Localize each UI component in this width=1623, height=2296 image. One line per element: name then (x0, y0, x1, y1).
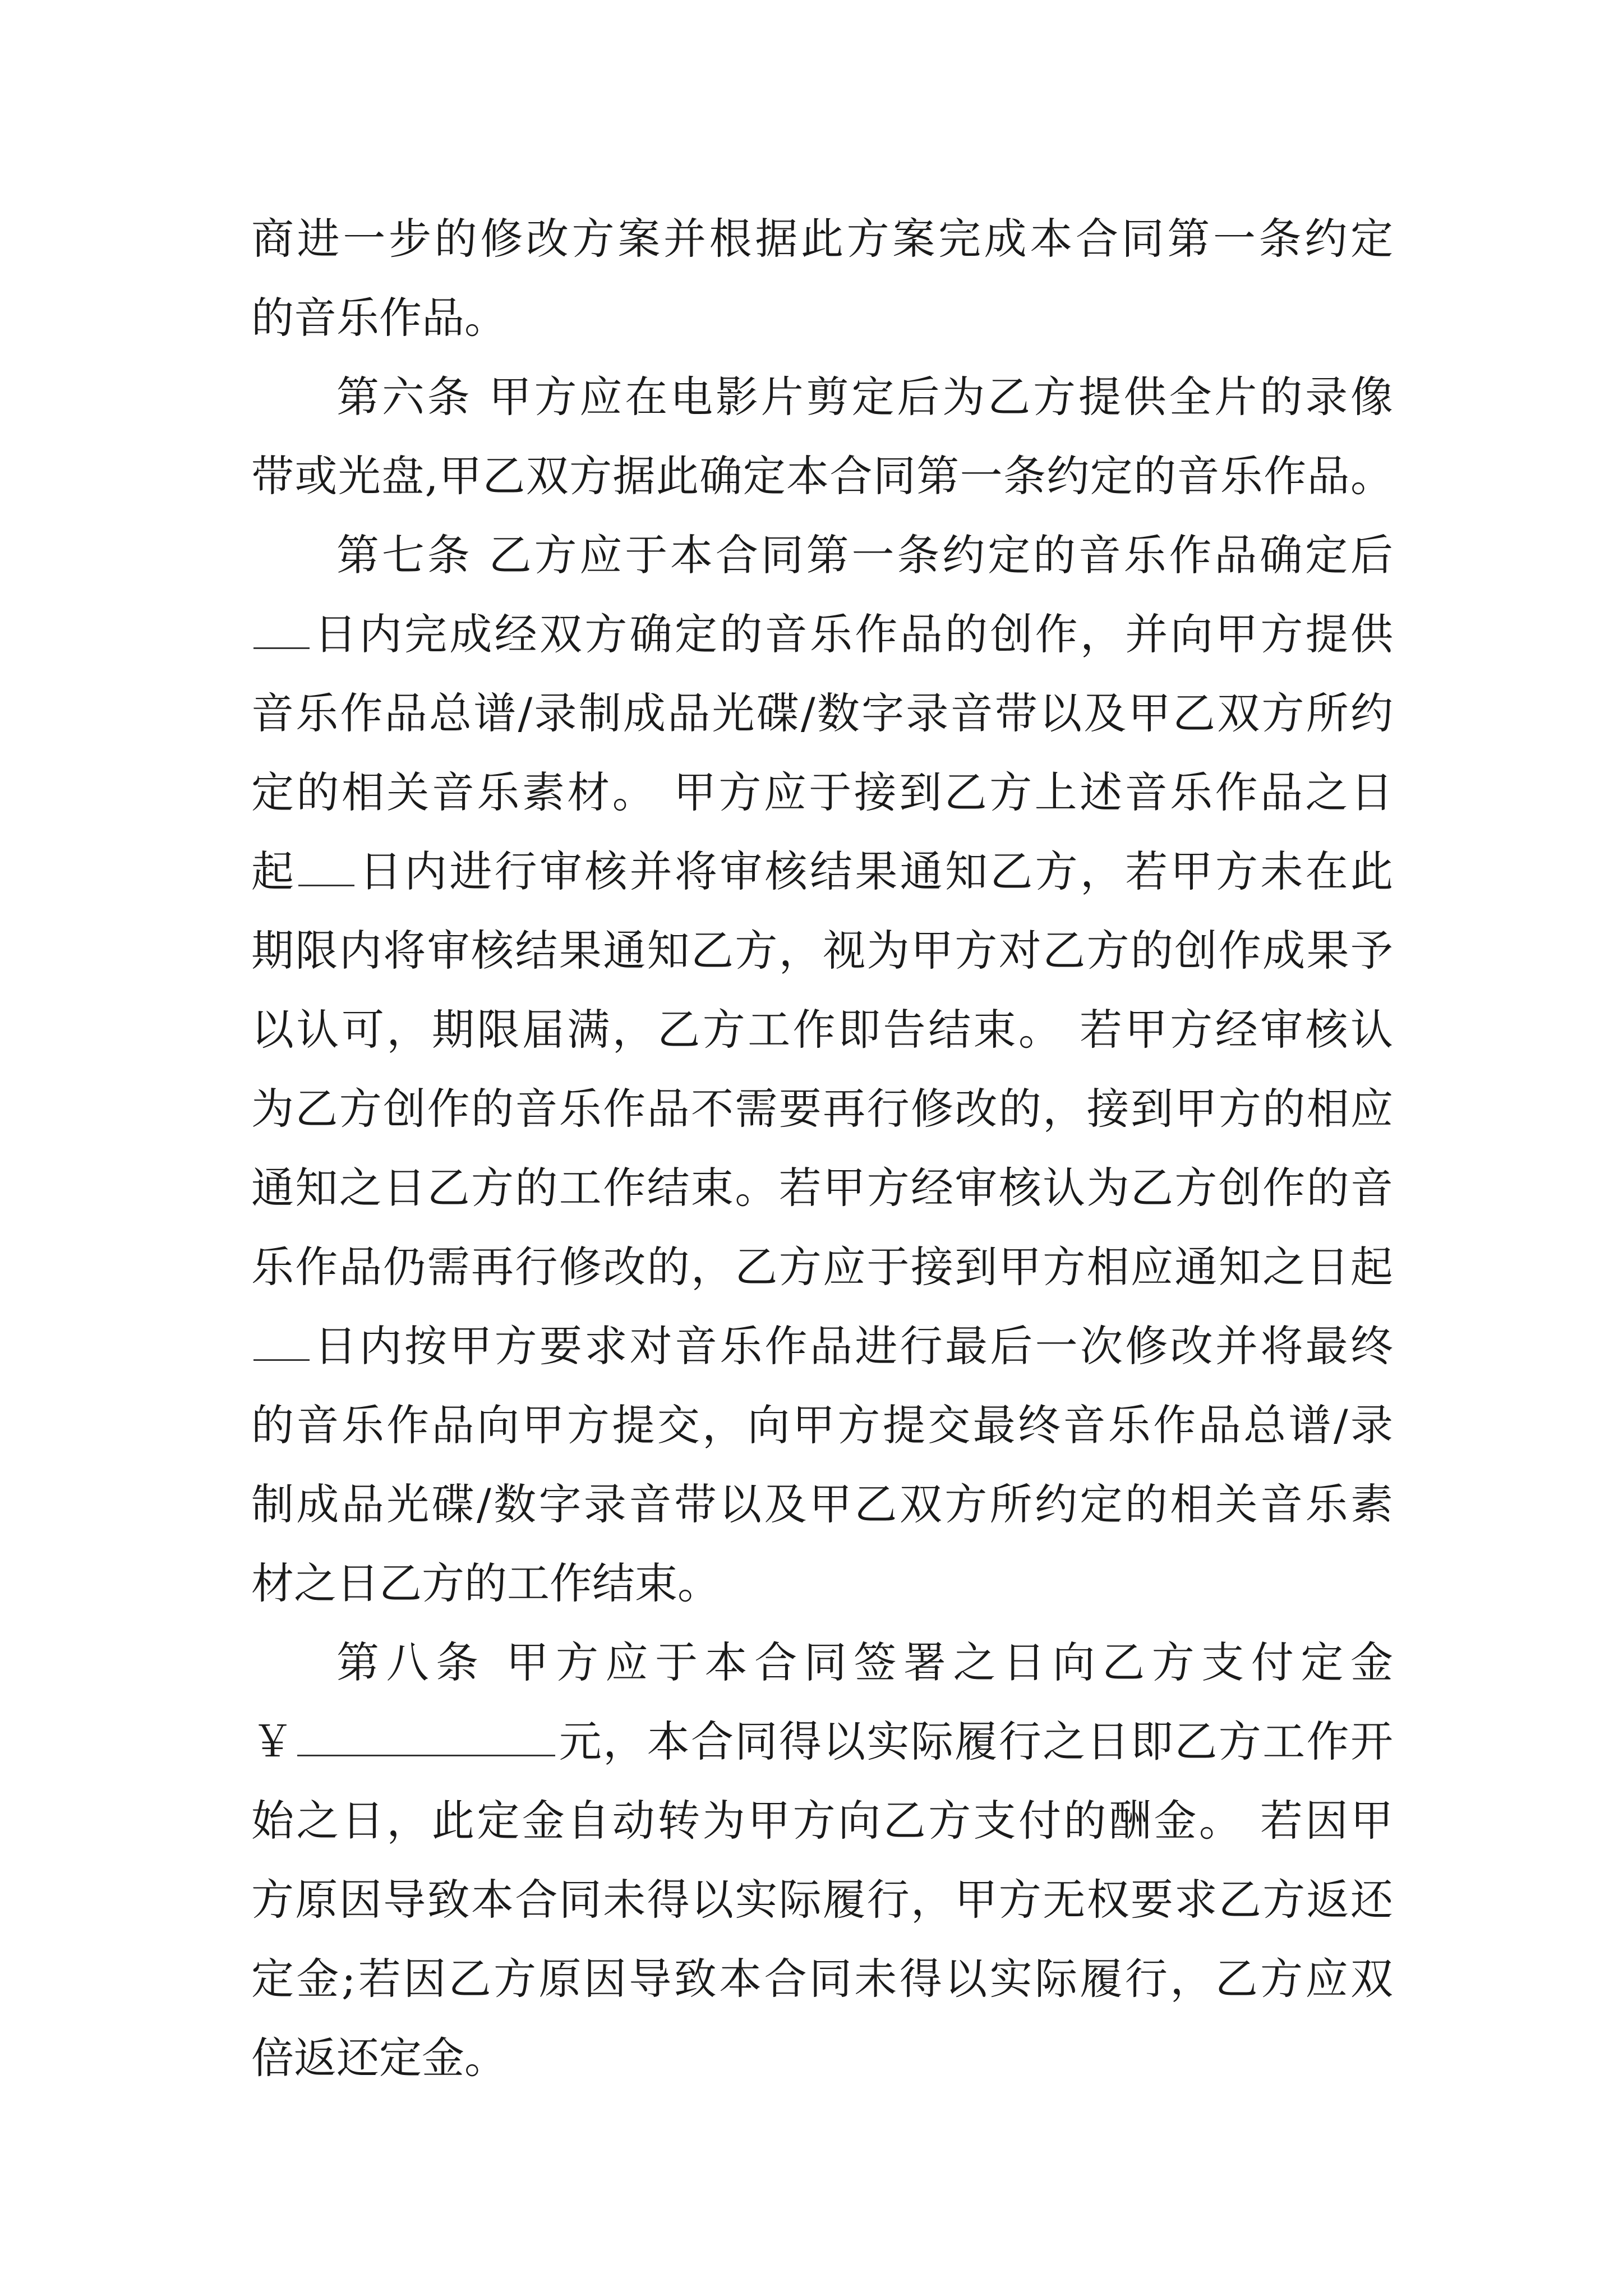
text-line: 音乐作品总谱/录制成品光碟/数字录音带以及甲乙双方所约 (251, 688, 1393, 738)
text-line: 方原因导致本合同未得以实际履行，甲方无权要求乙方返还 (251, 1875, 1393, 1925)
article-8-heading-line: 第八条 甲方应于本合同签署之日向乙方支付定金 (336, 1637, 1393, 1687)
article-7-heading-line: 第七条 乙方应于本合同第一条约定的音乐作品确定后 (336, 530, 1393, 580)
text-line: 起 日内进行审核并将审核结果通知乙方，若甲方未在此 (251, 846, 1393, 896)
text-line: 的音乐作品。 (251, 293, 507, 343)
text-line: 的音乐作品向甲方提交，向甲方提交最终音乐作品总谱/录 (251, 1400, 1393, 1450)
amount-blank (297, 1721, 555, 1756)
text-line: 日内按甲方要求对音乐作品进行最后一次修改并将最终 (251, 1306, 1393, 1386)
text-line: 始之日，此定金自动转为甲方向乙方支付的酬金。 若因甲 (251, 1796, 1393, 1846)
yuan-symbol: ￥ (251, 1717, 296, 1766)
text-line: 乐作品仍需再行修改的，乙方应于接到甲方相应通知之日起 (251, 1242, 1393, 1292)
text-line: ￥ 元，本合同得以实际履行之日即乙方工作开 (251, 1717, 1393, 1766)
text-line: 为乙方创作的音乐作品不需要再行修改的，接到甲方的相应 (251, 1084, 1393, 1134)
text-line: 以认可，期限届满，乙方工作即告结束。 若甲方经审核认 (251, 1005, 1393, 1055)
text-line: 带或光盘,甲乙双方据此确定本合同第一条约定的音乐作品。 (251, 451, 1393, 501)
text-line: 倍返还定金。 (251, 2033, 507, 2083)
fill-in-blank (253, 614, 310, 649)
text-line: 日内完成经双方确定的音乐作品的创作，并向甲方提供 (251, 595, 1393, 674)
contract-text (251, 199, 1393, 2097)
text-line: 材之日乙方的工作结束。 (251, 1558, 720, 1608)
text-line: 定金;若因乙方原因导致本合同未得以实际履行，乙方应双 (251, 1954, 1393, 2004)
fill-in-blank (253, 1326, 310, 1361)
text-line: 期限内将审核结果通知乙方，视为甲方对乙方的创作成果予 (251, 926, 1393, 976)
article-6-heading-line: 第六条 甲方应在电影片剪定后为乙方提供全片的录像 (336, 372, 1393, 422)
text-line: 制成品光碟/数字录音带以及甲乙双方所约定的相关音乐素 (251, 1479, 1393, 1529)
fill-in-blank (298, 851, 354, 886)
text-line: 定的相关音乐素材。 甲方应于接到乙方上述音乐作品之日 (251, 767, 1393, 817)
text-line: 通知之日乙方的工作结束。若甲方经审核认为乙方创作的音 (251, 1163, 1393, 1213)
text-line: 商进一步的修改方案并根据此方案完成本合同第一条约定 (251, 214, 1393, 264)
